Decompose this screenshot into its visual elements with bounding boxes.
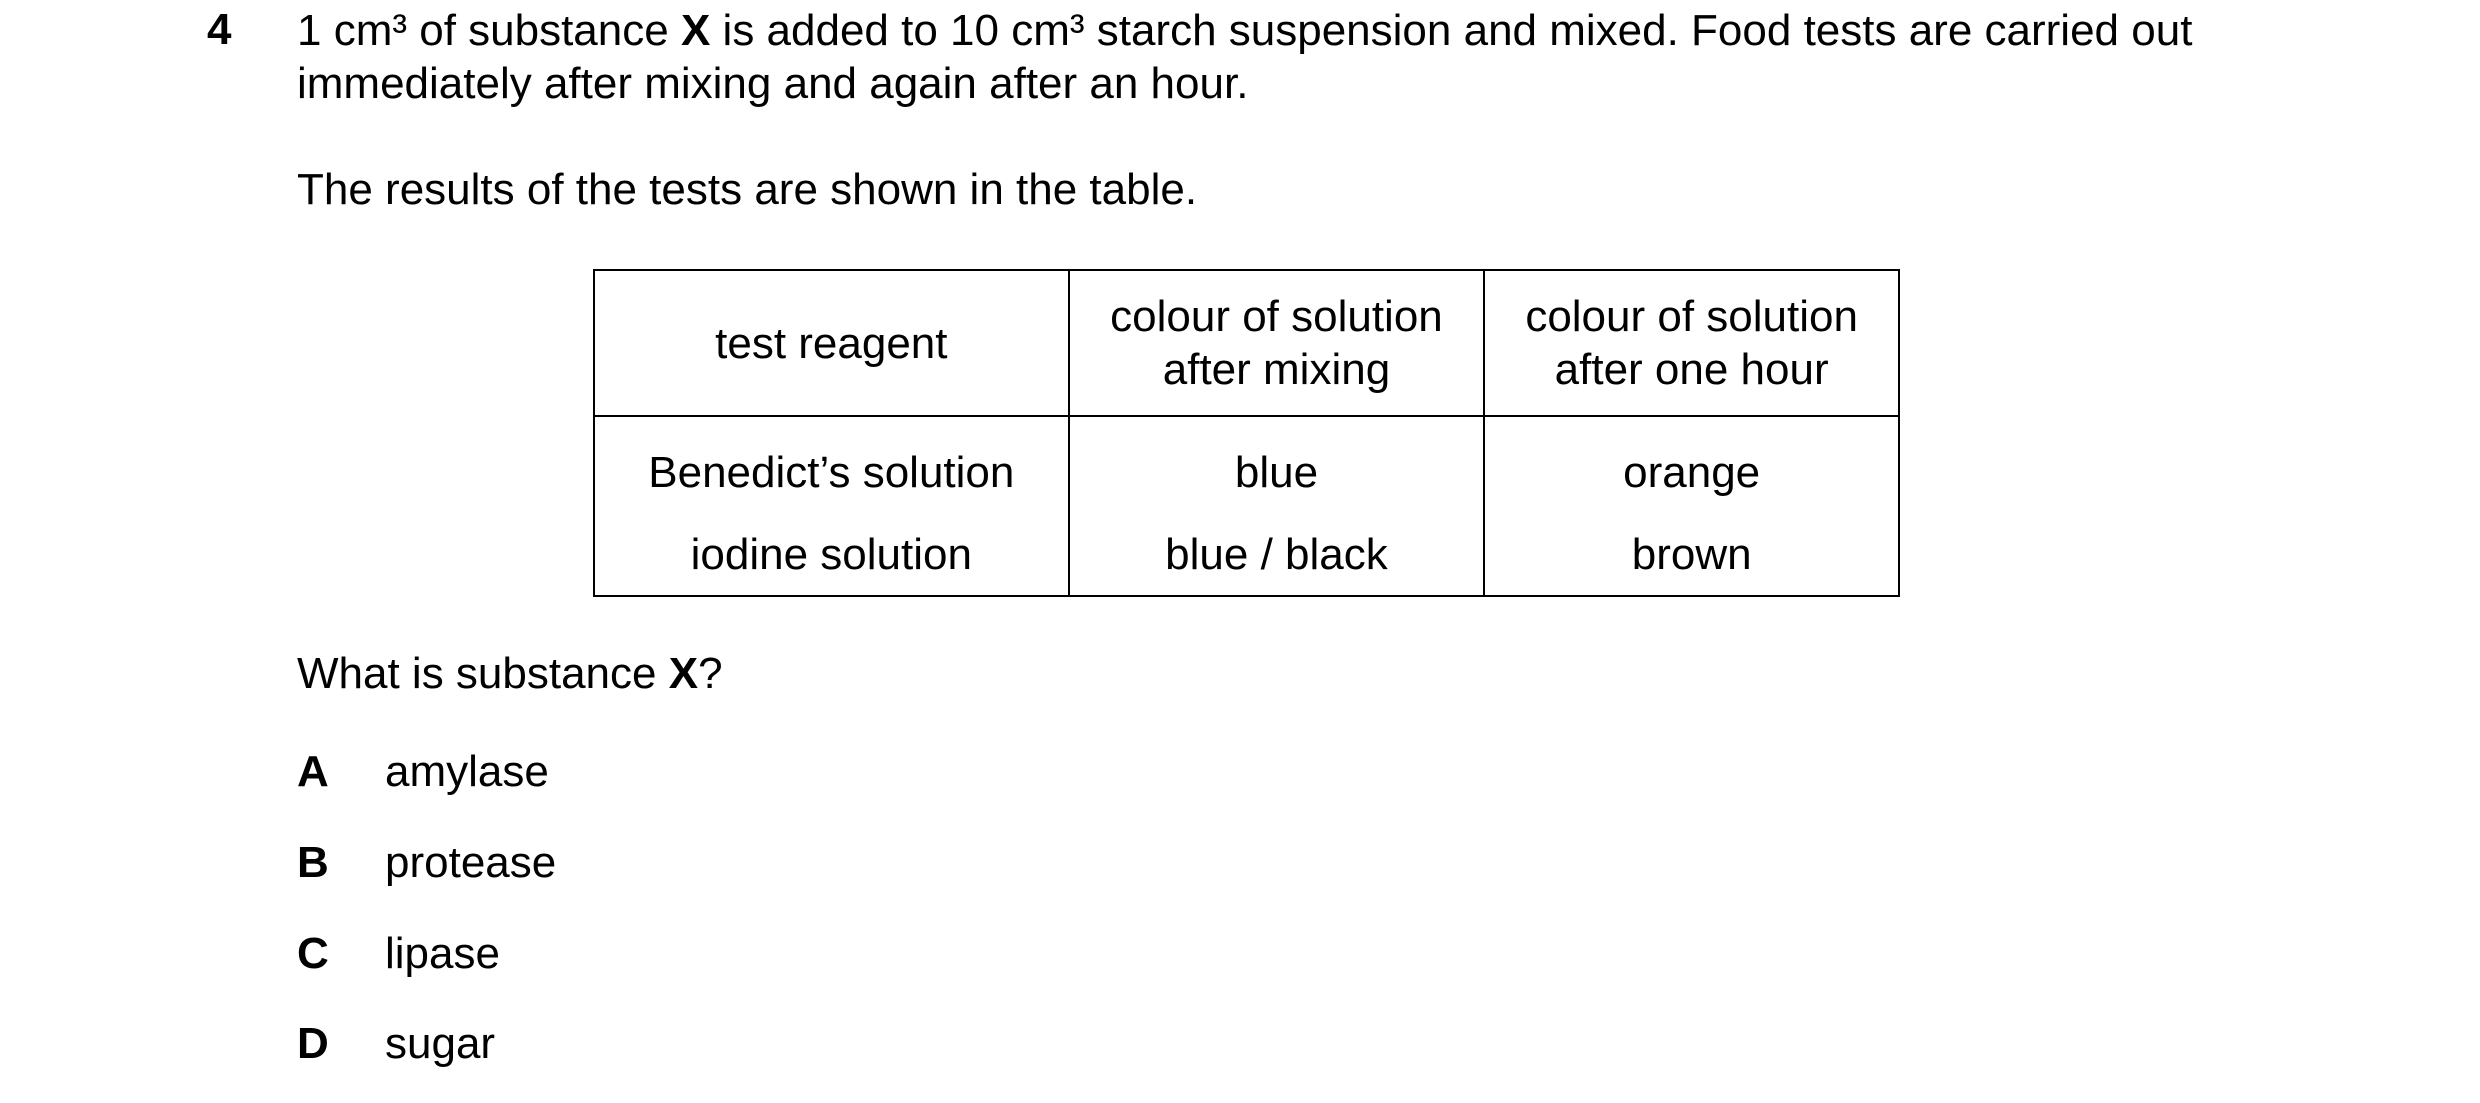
option-letter: C: [297, 929, 329, 978]
cell-after-mixing: [1069, 416, 1485, 527]
header-after-mixing-line1: colour of solution: [1110, 292, 1443, 341]
question-intro-line2: immediately after mixing and again after an hour.: [297, 59, 1249, 108]
cell-after-mixing-text: blue: [1234, 447, 1319, 497]
prompt-text-end: ?: [698, 649, 723, 698]
table-row: [594, 527, 1899, 596]
option-text: lipase: [385, 929, 500, 978]
cell-after-mixing: [1069, 527, 1485, 596]
header-colour-after-mixing: [1069, 270, 1485, 416]
cell-after-hour: [1484, 416, 1899, 527]
cell-reagent-text: iodine solution: [690, 530, 972, 579]
option-text: amylase: [385, 747, 549, 796]
header-test-reagent-label: test reagent: [715, 318, 948, 368]
cell-after-hour-text: orange: [1623, 447, 1761, 497]
table-header-row: [594, 270, 1899, 416]
option-text: protease: [385, 838, 557, 887]
cell-after-mixing-text: blue / black: [1165, 530, 1388, 579]
option-text: sugar: [385, 1019, 496, 1068]
intro-text-end: is added to 10 cm³ starch suspension and mixed. Food tests are carried out: [710, 6, 2193, 55]
option-letter: A: [297, 747, 329, 796]
question-number: 4: [207, 5, 232, 54]
cell-after-hour: [1484, 527, 1899, 596]
intro-text-start: 1 cm³ of substance: [297, 6, 681, 55]
substance-label: X: [668, 649, 699, 698]
option-letter: D: [297, 1019, 329, 1068]
results-table: [593, 269, 1900, 597]
cell-reagent: [594, 527, 1069, 596]
table-row: [594, 416, 1899, 527]
cell-reagent-text: Benedict’s solution: [648, 447, 1015, 497]
option-letter: B: [297, 838, 329, 887]
header-after-hour-line1: colour of solution: [1525, 292, 1858, 341]
prompt-text-start: What is substance: [297, 649, 669, 698]
header-test-reagent: [594, 270, 1069, 416]
question-intro-line1: [297, 4, 2192, 57]
cell-after-hour-text: brown: [1631, 530, 1752, 579]
header-after-mixing-line2: after mixing: [1162, 345, 1391, 394]
question-prompt: [297, 647, 723, 700]
substance-label: X: [680, 6, 711, 55]
header-colour-after-hour: [1484, 270, 1899, 416]
header-after-hour-line2: after one hour: [1554, 345, 1829, 394]
results-intro: The results of the tests are shown in the table.: [297, 165, 1198, 214]
cell-reagent: [594, 416, 1069, 527]
